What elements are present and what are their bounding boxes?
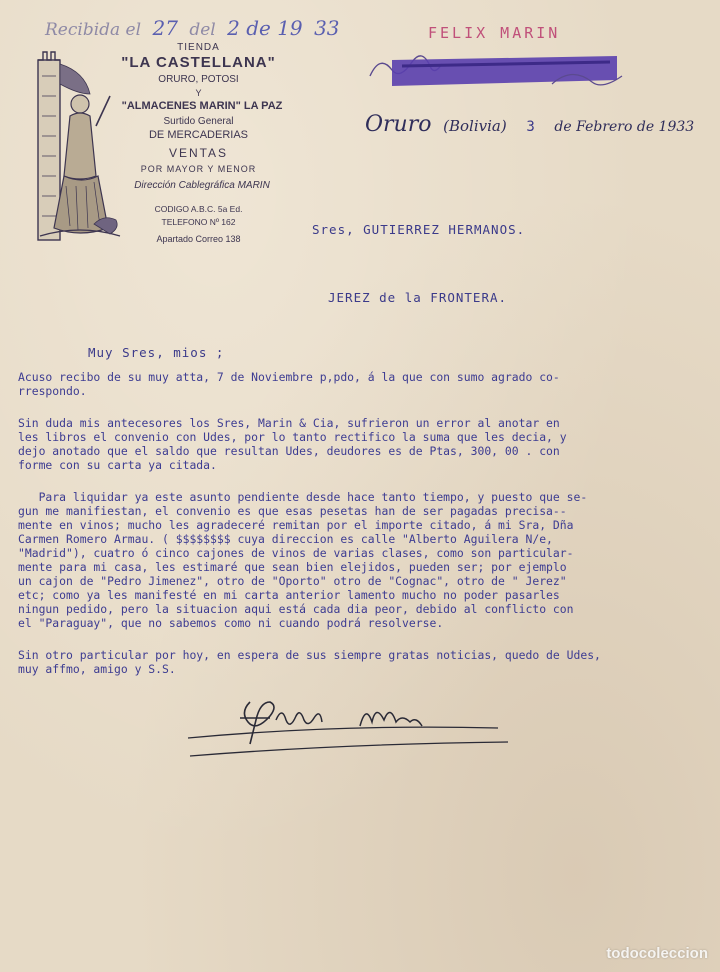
- lh-tienda: TIENDA: [177, 42, 220, 53]
- lh-apartado: Apartado Correo 138: [156, 234, 241, 244]
- lh-ventas: VENTAS: [168, 146, 229, 160]
- date-day: 3: [526, 119, 535, 135]
- received-day: 27: [152, 16, 178, 40]
- received-mid: del: [189, 20, 216, 40]
- paragraph-closing: Sin otro particular por hoy, en espera de sus siempre gratas noticias, quedo de Udes, muy affmo, amigo y S.S.: [18, 648, 601, 676]
- lh-por-mayor: POR MAYOR Y MENOR: [140, 164, 257, 174]
- lh-codigo: CODIGO A.B.C. 5a Ed.: [154, 204, 243, 214]
- received-prefix: Recibida el: [45, 20, 142, 40]
- lh-direccion: Dirección Cablegráfica MARIN: [134, 180, 270, 191]
- lh-telefono: TELEFONO Nº 162: [161, 217, 236, 227]
- lh-surtido: Surtido General: [163, 116, 234, 127]
- place-country: (Bolivia): [443, 117, 507, 135]
- watermark: todocoleccion: [606, 945, 708, 962]
- handwritten-signature: [180, 682, 510, 762]
- paragraph-wine-request: Para liquidar ya este asunto pendiente desde hace tanto tiempo, y puesto que se- gun me manifiestan, el convenio es que esas pesetas han de ser pagadas precisa-- mente en vinos; mucho les agradeceré remitan por el importe citado, á mi Sra, Dña Carmen Romero Armau. ( $$$$$$$$ cuya direccion es calle "Alberto Aguilera N/e, "Madrid"), cuatro ó cinco cajones de vinos de varias clases, como son particular- mente para mi casa, les estimaré que sean bien elejidos, pueden ser; por ejemplo un cajon de "Pedro Jimenez", otro de "Oporto" otro de "Cognac", otro de " Jerez" etc; como ya les manifesté en mi carta anterior lamento mucho no poder pasarles ningun pedido, pero la situacion aqui está cada dia peor, debido al conflicto con el "Paraguay", que no sabemos como ni cuando podrá resolverse.: [18, 490, 588, 630]
- place-city: Oruro: [365, 112, 432, 137]
- letter-body: [18, 370, 720, 690]
- paragraph-acknowledgement: Acuso recibo de su muy atta, 7 de Noviembre p,pdo, á la que con sumo agrado co- rrespondo.: [18, 370, 560, 398]
- addressee-name: Sres, GUTIERREZ HERMANOS.: [312, 222, 526, 237]
- lh-almacenes-marin: "ALMACENES MARIN" LA PAZ: [121, 100, 283, 112]
- lh-mercaderias: DE MERCADERIAS: [148, 129, 249, 141]
- date-rest: de Febrero de 1933: [554, 119, 695, 135]
- received-year: 33: [314, 16, 340, 40]
- castle-lady-emblem-icon: [36, 46, 122, 246]
- paragraph-correction: Sin duda mis antecesores los Sres, Marin & Cia, sufrieron un error al anotar en les libros el convenio con Udes, por lo tanto rectifico la suma que les decia, y dejo anotado que el saldo que resultan Udes, deudores es de Ptas, 300, 00 . con forme con su carta ya citada.: [18, 416, 567, 472]
- received-month: 2 de 19: [227, 16, 303, 40]
- lh-y: Y: [195, 88, 202, 98]
- firm-signature-stamp: [362, 40, 632, 100]
- lh-la-castellana: "LA CASTELLANA": [121, 54, 276, 71]
- letterhead: [36, 40, 283, 270]
- firm-name-stamp: FELIX MARIN: [428, 24, 561, 42]
- place-date-line: [365, 112, 694, 137]
- lh-cities: ORURO, POTOSI: [158, 74, 239, 85]
- addressee-city: JEREZ de la FRONTERA.: [328, 290, 508, 305]
- greeting: Muy Sres, mios ;: [88, 345, 225, 360]
